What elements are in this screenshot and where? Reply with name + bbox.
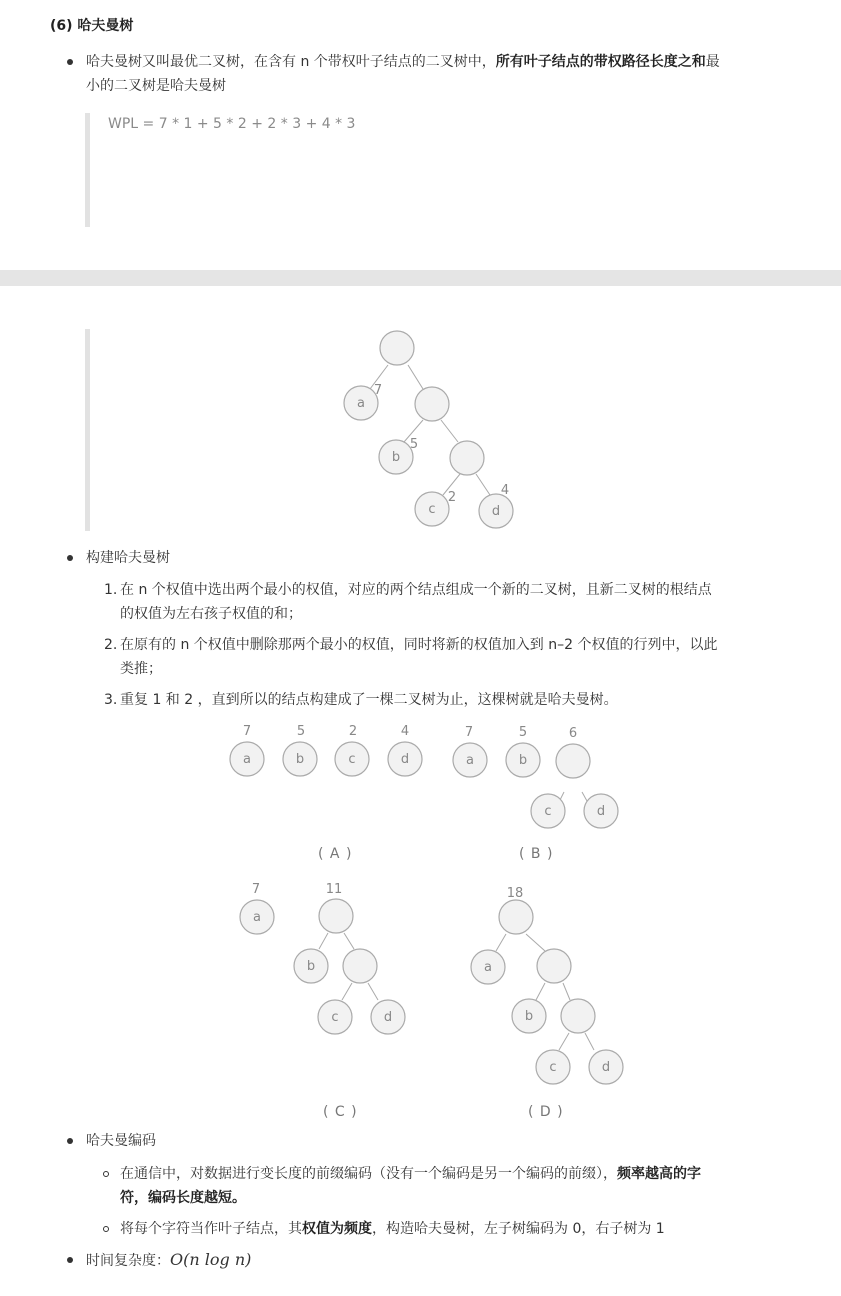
caption-a: ( A ) — [318, 846, 353, 862]
coding-item-1-bold2: 符，编码长度越短。 — [120, 1190, 246, 1206]
root-node — [499, 900, 533, 934]
weight-label: 5 — [296, 724, 306, 739]
caption-d: ( D ) — [528, 1104, 564, 1120]
internal-node — [537, 949, 571, 983]
sub-bullet — [103, 1171, 109, 1177]
coding-title: 哈夫曼编码 — [86, 1133, 156, 1149]
leaf-label-c: c — [348, 752, 356, 767]
leaf-label-c: c — [544, 804, 552, 819]
definition-line2: 小的二叉树是哈夫曼树 — [86, 78, 226, 94]
caption-c: ( C ) — [323, 1104, 358, 1120]
bullet-dot — [67, 1138, 73, 1144]
leaf-label-d: d — [601, 1060, 611, 1075]
leaf-label-b: b — [306, 959, 316, 974]
quote-bar — [85, 113, 90, 227]
coding-item-2-text: 将每个字符当作叶子结点，其 — [120, 1221, 302, 1237]
leaf-label-b: b — [518, 753, 528, 768]
weight-label: 7 — [242, 724, 252, 739]
internal-node — [561, 999, 595, 1033]
huffman-tree-diagram — [0, 320, 841, 535]
leaf-label-c: c — [331, 1010, 339, 1025]
bullet-dot — [67, 59, 73, 65]
weight-label-b: 5 — [409, 437, 419, 452]
definition-part2: 最 — [705, 54, 720, 70]
leaf-label-d: d — [400, 752, 410, 767]
weight-label: 5 — [518, 725, 528, 740]
weight-label: 6 — [568, 726, 578, 741]
leaf-label-a: a — [484, 960, 492, 975]
leaf-label-b: b — [524, 1009, 534, 1024]
leaf-label-d: d — [596, 804, 606, 819]
leaf-label-a: a — [243, 752, 251, 767]
step-number: 2. — [104, 637, 118, 653]
section-heading: (6) 哈夫曼树 — [50, 18, 134, 34]
step-2-line1: 在原有的 n 个权值中删除那两个最小的权值，同时将新的权值加入到 n–2 个权值的行列中，以此 — [120, 637, 718, 653]
bullet-dot — [67, 555, 73, 561]
weight-label: 7 — [464, 725, 474, 740]
coding-item-2-bold: 权值为频度 — [302, 1221, 372, 1237]
weight-label: 18 — [506, 886, 524, 901]
wpl-formula: WPL = 7 * 1 + 5 * 2 + 2 * 3 + 4 * 3 — [108, 116, 356, 132]
definition-part1: 哈夫曼树又叫最优二叉树，在含有 n 个带权叶子结点的二叉树中， — [86, 54, 496, 70]
complexity-label: 时间复杂度： — [86, 1253, 170, 1269]
weight-label-a: 7 — [373, 383, 383, 398]
coding-item-2 — [120, 1217, 665, 1241]
step-number: 3. — [104, 692, 118, 708]
complexity-formula: O(n log n) — [170, 1250, 252, 1269]
internal-node — [415, 387, 449, 421]
internal-node — [450, 441, 484, 475]
step-2-line2: 类推； — [120, 661, 162, 677]
weight-label: 7 — [251, 882, 261, 897]
leaf-label-c: c — [549, 1060, 557, 1075]
build-title: 构建哈夫曼树 — [86, 550, 170, 566]
complexity-line — [86, 1248, 251, 1273]
step-1-line1: 在 n 个权值中选出两个最小的权值，对应的两个结点组成一个新的二叉树，且新二叉树的根结点 — [120, 582, 712, 598]
leaf-label-a: a — [357, 396, 365, 411]
step-1-line2: 的权值为左右孩子权值的和； — [120, 606, 302, 622]
definition-bold: 所有叶子结点的带权路径长度之和 — [495, 54, 706, 70]
weight-label-d: 4 — [500, 483, 510, 498]
page-separator — [0, 270, 841, 286]
weight-label: 11 — [325, 882, 343, 897]
internal-node — [319, 899, 353, 933]
leaf-label-c: c — [428, 502, 436, 517]
definition-text — [86, 50, 720, 74]
coding-item-1-bold: 频率越高的字 — [617, 1166, 701, 1182]
caption-b: ( B ) — [519, 846, 554, 862]
coding-item-1-line2 — [120, 1186, 246, 1210]
weight-label: 4 — [400, 724, 410, 739]
coding-item-1-text: 在通信中，对数据进行变长度的前缀编码（没有一个编码是另一个编码的前缀）， — [120, 1166, 617, 1182]
leaf-label-b: b — [295, 752, 305, 767]
internal-node — [343, 949, 377, 983]
sub-bullet — [103, 1226, 109, 1232]
leaf-label-b: b — [391, 450, 401, 465]
weight-label-c: 2 — [447, 490, 457, 505]
step-3-line1: 重复 1 和 2 ，直到所以的结点构建成了一棵二叉树为止，这棵树就是哈夫曼树。 — [120, 692, 618, 708]
bullet-dot — [67, 1257, 73, 1263]
internal-node — [556, 744, 590, 778]
coding-item-2-text2: ，构造哈夫曼树，左子树编码为 0，右子树为 1 — [372, 1221, 665, 1237]
weight-label: 2 — [348, 724, 358, 739]
root-node — [380, 331, 414, 365]
step-number: 1. — [104, 582, 118, 598]
coding-item-1 — [120, 1162, 701, 1186]
leaf-label-a: a — [253, 910, 261, 925]
leaf-label-d: d — [491, 504, 501, 519]
leaf-label-a: a — [466, 753, 474, 768]
huffman-construction-diagrams — [0, 715, 841, 1135]
leaf-label-d: d — [383, 1010, 393, 1025]
